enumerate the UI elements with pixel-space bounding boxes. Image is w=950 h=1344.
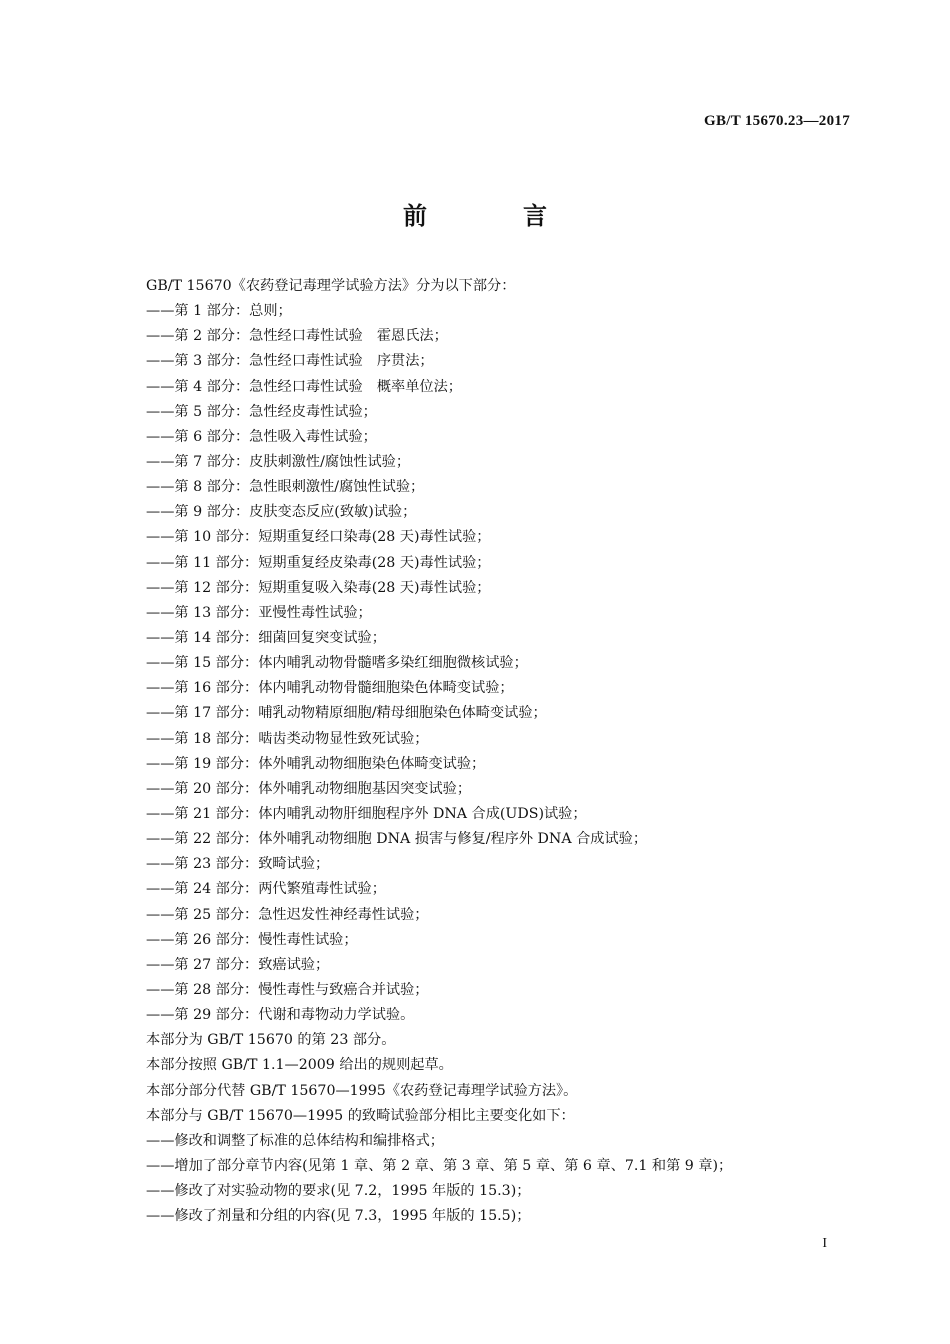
list-item: ——第 1 部分：总则； bbox=[146, 303, 292, 320]
list-item: ——第 15 部分：体内哺乳动物骨髓嗜多染红细胞微核试验； bbox=[146, 655, 528, 672]
paragraph: 本部分部分代替 GB/T 15670—1995《农药登记毒理学试验方法》。 bbox=[146, 1082, 578, 1099]
list-item: ——第 11 部分：短期重复经皮染毒(28 天)毒性试验； bbox=[146, 554, 491, 571]
standard-code: GB/T 15670.23—2017 bbox=[704, 113, 850, 129]
list-item: ——第 16 部分：体内哺乳动物骨髓细胞染色体畸变试验； bbox=[146, 680, 514, 697]
list-item: ——第 13 部分：亚慢性毒性试验； bbox=[146, 604, 372, 621]
list-item: ——第 19 部分：体外哺乳动物细胞染色体畸变试验； bbox=[146, 755, 486, 772]
list-item: ——修改了对实验动物的要求(见 7.2，1995 年版的 15.3)； bbox=[146, 1183, 531, 1200]
page-title: 前 言 bbox=[403, 202, 583, 230]
intro-paragraph: GB/T 15670《农药登记毒理学试验方法》分为以下部分： bbox=[146, 278, 516, 294]
list-item: ——第 4 部分：急性经口毒性试验 概率单位法； bbox=[146, 378, 462, 395]
list-item: ——第 20 部分：体外哺乳动物细胞基因突变试验； bbox=[146, 780, 472, 797]
list-item: ——修改和调整了标准的总体结构和编排格式； bbox=[146, 1132, 444, 1149]
list-item: ——第 18 部分：啮齿类动物显性致死试验； bbox=[146, 730, 429, 747]
list-item: ——增加了部分章节内容(见第 1 章、第 2 章、第 3 章、第 5 章、第 6 章、7.1 和第 9 章)； bbox=[146, 1157, 733, 1174]
list-item: ——第 21 部分：体内哺乳动物肝细胞程序外 DNA 合成(UDS)试验； bbox=[146, 805, 587, 822]
list-item: ——第 26 部分：慢性毒性试验； bbox=[146, 931, 358, 948]
list-item: ——第 5 部分：急性经皮毒性试验； bbox=[146, 403, 377, 420]
list-item: ——第 10 部分：短期重复经口染毒(28 天)毒性试验； bbox=[146, 529, 491, 546]
paragraph: 本部分为 GB/T 15670 的第 23 部分。 bbox=[146, 1032, 396, 1049]
list-item: ——第 6 部分：急性吸入毒性试验； bbox=[146, 428, 377, 445]
list-item: ——第 23 部分：致畸试验； bbox=[146, 856, 330, 873]
paragraph: 本部分与 GB/T 15670—1995 的致畸试验部分相比主要变化如下： bbox=[146, 1107, 575, 1124]
list-item: ——第 7 部分：皮肤刺激性/腐蚀性试验； bbox=[146, 453, 411, 470]
list-item: ——修改了剂量和分组的内容(见 7.3，1995 年版的 15.5)； bbox=[146, 1208, 531, 1225]
list-item: ——第 17 部分：哺乳动物精原细胞/精母细胞染色体畸变试验； bbox=[146, 705, 547, 722]
paragraph: 本部分按照 GB/T 1.1—2009 给出的规则起草。 bbox=[146, 1057, 453, 1074]
list-item: ——第 22 部分：体外哺乳动物细胞 DNA 损害与修复/程序外 DNA 合成试验； bbox=[146, 831, 648, 848]
list-item: ——第 14 部分：细菌回复突变试验； bbox=[146, 629, 386, 646]
page-number: I bbox=[822, 1236, 827, 1251]
list-item: ——第 27 部分：致癌试验； bbox=[146, 956, 330, 973]
list-item: ——第 24 部分：两代繁殖毒性试验； bbox=[146, 881, 386, 898]
list-item: ——第 8 部分：急性眼刺激性/腐蚀性试验； bbox=[146, 479, 425, 496]
list-item: ——第 29 部分：代谢和毒物动力学试验。 bbox=[146, 1007, 415, 1024]
list-item: ——第 2 部分：急性经口毒性试验 霍恩氏法； bbox=[146, 328, 448, 345]
list-item: ——第 3 部分：急性经口毒性试验 序贯法； bbox=[146, 353, 434, 370]
list-item: ——第 9 部分：皮肤变态反应(致敏)试验； bbox=[146, 504, 417, 521]
list-item: ——第 12 部分：短期重复吸入染毒(28 天)毒性试验； bbox=[146, 579, 491, 596]
list-item: ——第 25 部分：急性迟发性神经毒性试验； bbox=[146, 906, 429, 923]
document-body bbox=[146, 274, 866, 1229]
list-item: ——第 28 部分：慢性毒性与致癌合并试验； bbox=[146, 981, 429, 998]
